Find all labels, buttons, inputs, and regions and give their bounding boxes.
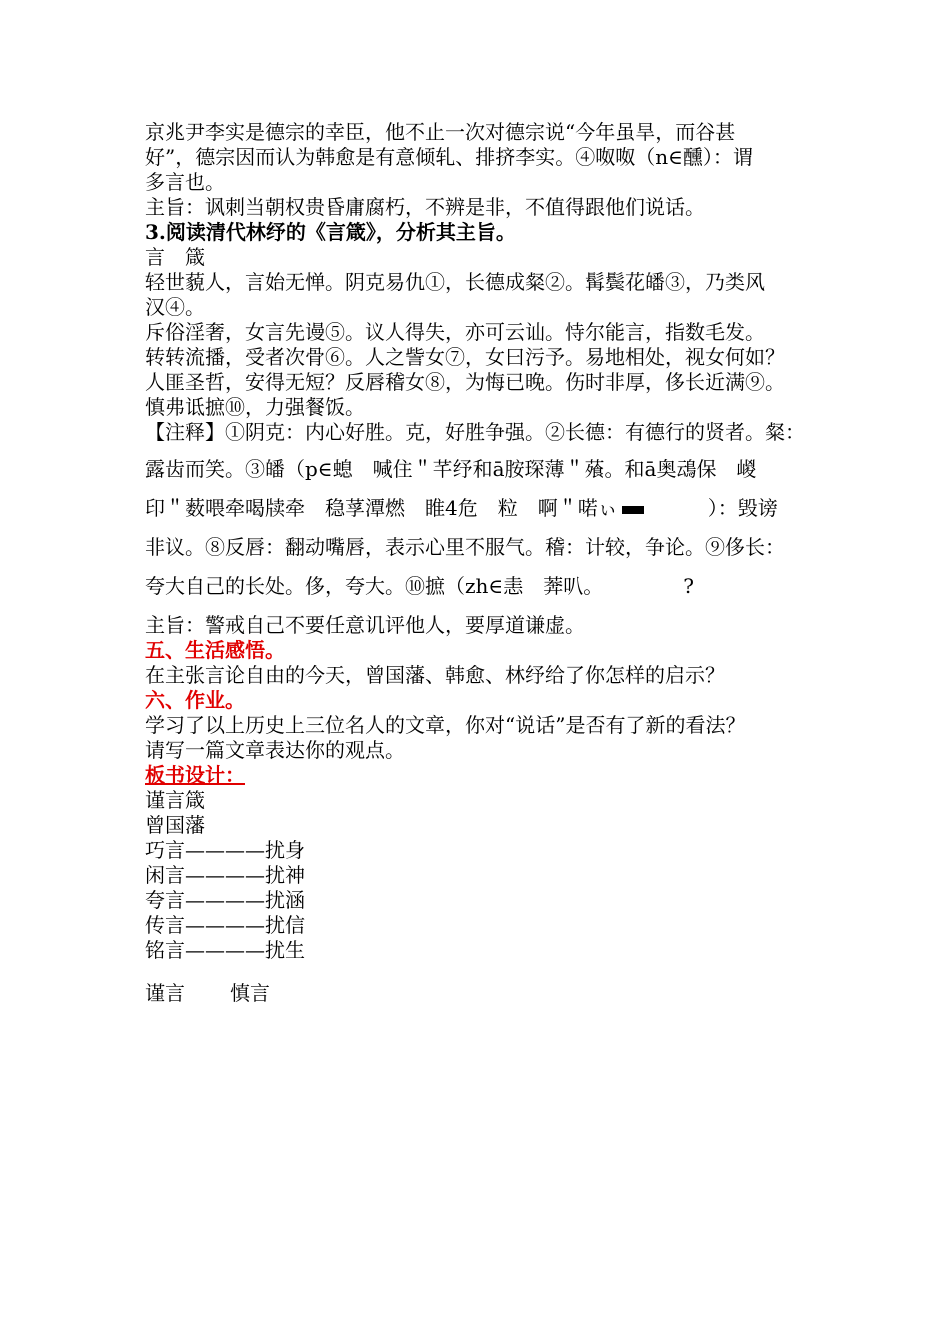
poem-line: 转转流播，受者次骨⑥。人之訾女⑦，女曰污予。易地相处，视女何如？ [145,345,785,369]
poem-line: 汉④。 [145,295,205,319]
board-line: 铭言————扰生 [145,938,305,962]
text-line: 在主张言论自由的今天，曾国藩、韩愈、林纾给了你怎样的启示？ [145,663,725,687]
board-line: 闲言————扰神 [145,863,305,887]
board-line [145,981,825,1006]
notes-text: 夸大自己的长处。侈，夸大。⑩摭（zh∈恚 莾叭。 [145,574,604,598]
text-line: 请写一篇文章表达你的观点。 [145,738,405,762]
notes-line [145,574,825,599]
board-word: 谨言 [145,981,185,1005]
text-line: 京兆尹李实是德宗的幸臣，他不止一次对德宗说“今年虽旱，而谷甚 [145,120,736,144]
poem-line: 慎弗诋摭⑩，力强餐饭。 [145,395,365,419]
board-line: 巧言————扰身 [145,838,305,862]
text-line: 学习了以上历史上三位名人的文章，你对“说话”是否有了新的看法？ [145,713,746,737]
board-line: 传言————扰信 [145,913,305,937]
black-block [622,506,644,514]
poem-line: 斥俗淫奢，女言先谩⑤。议人得失，亦可云讪。恃尔能言，指数毛发。 [145,320,765,344]
board-word: 慎言 [230,981,270,1005]
summary-line: 主旨：讽刺当朝权贵昏庸腐朽，不辨是非，不值得跟他们说话。 [145,195,705,219]
garbled-text: 印＂薮喂牵喝牍牵 稳莩潭燃 睢4危 粒 啊＂喏ぃ [145,496,618,520]
text-line: 多言也。 [145,170,225,194]
summary-line: 主旨：警戒自己不要任意讥评他人，要厚道谦虚。 [145,613,585,637]
document-page [145,120,825,1006]
notes-line: 露齿而笑。③皤（p∈螅 喊住＂芊纾和ā胺琛薄＂蕵。和ā奥䲰保 嵕 [145,457,757,481]
question-mark: ? [683,574,694,598]
text-line: 好”，德宗因而认为韩愈是有意倾轧、排挤李实。④呶呶（n∈醺）：谓 [145,145,753,169]
poem-title: 言 箴 [145,245,205,269]
question-heading: 3.阅读清代林纾的《言箴》，分析其主旨。 [145,220,516,244]
section-heading: 六、作业。 [145,688,245,712]
notes-line: 非议。⑧反唇：翻动嘴唇，表示心里不服气。稽：计较，争论。⑨侈长： [145,535,785,559]
notes-text: ）：毁谤 [707,496,778,520]
board-line: 谨言箴 [145,788,205,812]
section-heading: 五、生活感悟。 [145,638,285,662]
notes-line [145,496,825,521]
board-line: 夸言————扰涵 [145,888,305,912]
poem-line: 轻世藐人，言始无惮。阴克易仇①，长德成粲②。髯鬓花皤③，乃类风 [145,270,765,294]
poem-line: 人匪圣哲，安得无短？反唇稽女⑧，为悔已晚。伤时非厚，侈长近满⑨。 [145,370,785,394]
board-line: 曾国藩 [145,813,205,837]
notes-line: 【注释】①阴克：内心好胜。克，好胜争强。②长德：有德行的贤者。粲： [145,420,805,444]
board-design-heading: 板书设计： [145,763,245,787]
